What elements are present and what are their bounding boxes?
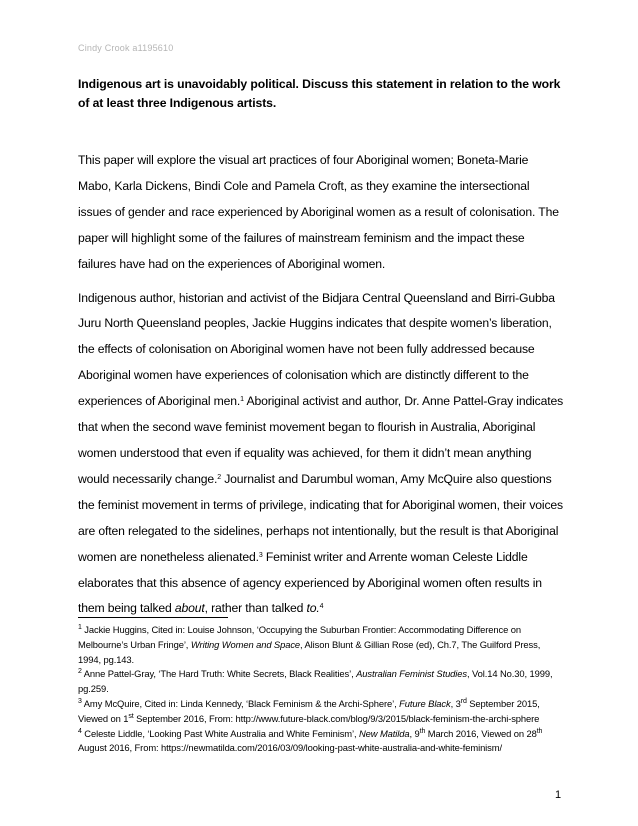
italic-text: to. (306, 601, 320, 616)
superscript-ref: th (536, 727, 543, 735)
text-run: Indigenous author, historian and activist of the Bidjara Central Queensland and Birri-Gubba Juru North Queensland peoples, Jackie Huggins indicates that despite women’s liberation, the effects of colonisation on Aboriginal women have not been fully addressed because Aboriginal women have experiences of colonisation which are distinctly different to the experiences of Aboriginal men. (78, 290, 555, 409)
superscript-ref: 2 (78, 668, 82, 676)
superscript-ref: 2 (217, 473, 221, 481)
body-paragraph (78, 148, 564, 278)
text-run: , Alison Blunt & Gillian Rose (ed), Ch.7, The Guilford Press, 1994, pg.143. (78, 638, 541, 665)
footnote-item (78, 667, 564, 697)
text-run: August 2016, From: https://newmatilda.com/2016/03/09/looking-past-white-australia-and-white-feminism/ (78, 742, 502, 754)
essay-body (78, 148, 564, 630)
text-run: , Vol.14 No.30, 1999, pg.259. (78, 668, 553, 695)
text-run: Aboriginal activist and author, Dr. Anne Pattel-Gray indicates that when the second wave feminist movement began to flourish in Australia, Aboriginal women understood that even if equality was achieved, for them it didn’t mean anything would necessarily change. (78, 394, 564, 486)
superscript-ref: 4 (319, 603, 324, 611)
text-run: Feminist writer and Arrente woman Celeste Liddle elaborates that this absence of agency experienced by Aboriginal women often results in them being talked (78, 549, 542, 616)
italic-text: New Matilda (358, 727, 410, 739)
superscript-ref: 1 (78, 624, 82, 631)
italic-text: Writing Women and Space (190, 638, 301, 650)
footnote-separator (78, 617, 228, 618)
superscript-ref: 3 (78, 697, 82, 705)
italic-text: Australian Feminist Studies (356, 668, 467, 680)
text-run: Journalist and Darumbul woman, Amy McQuire also questions the feminist movement in terms of privilege, indicating that for Aboriginal women, their voices are often relegated to the sidelines, perhaps not intentionally, but the result is that Aboriginal women are nonetheless alienated. (78, 471, 563, 564)
body-paragraph (78, 286, 564, 623)
footnotes (78, 623, 564, 756)
text-run: Amy McQuire, Cited in: Linda Kennedy, ‘Black Feminism & the Archi-Sphere’, (81, 697, 400, 709)
italic-text: Future Black (399, 697, 451, 709)
text-run: , rather than talked (204, 601, 307, 616)
text-run: September 2016, From: http://www.future-black.com/blog/9/3/2015/black-feminism-the-archi-sphere (133, 712, 540, 724)
text-run: Anne Pattel-Gray, ‘The Hard Truth: White Secrets, Black Realities’, (81, 668, 357, 680)
text-run: , 9 (409, 727, 420, 739)
text-run: This paper will explore the visual art practices of four Aboriginal women; Boneta-Marie Mabo, Karla Dickens, Bindi Cole and Pamela Croft, as they examine the intersectional issues of gender and race experienced by Aboriginal women as a result of colonisation. The paper will highlight some of the failures of mainstream feminism and the impact these failures have had on the experiences of Aboriginal women. (78, 153, 559, 271)
page-number: 1 (555, 789, 562, 801)
text-run: , 3 (450, 697, 461, 709)
text-run: March 2016, Viewed on 28 (425, 727, 537, 739)
essay-question-title: Indigenous art is unavoidably political. Discuss this statement in relation to the work of at least three Indigenous artists. (78, 77, 561, 110)
footnote-item (78, 623, 564, 667)
text-run: Jackie Huggins, Cited in: Louise Johnson, ‘Occupying the Suburban Frontier: Accommodating Difference on Melbourne’s Urban Fringe’, (78, 624, 521, 650)
superscript-ref: 3 (258, 551, 263, 559)
text-run: September 2015, Viewed on 1 (78, 697, 540, 724)
footnote-item (78, 697, 564, 727)
superscript-ref: st (128, 712, 134, 720)
superscript-ref: 1 (240, 396, 244, 404)
superscript-ref: th (419, 727, 426, 735)
text-run: Celeste Liddle, ‘Looking Past White Australia and White Feminism’, (81, 727, 359, 739)
page-header-author: Cindy Crook a1195610 (78, 43, 174, 53)
superscript-ref: 4 (78, 727, 82, 735)
italic-text: about (174, 601, 205, 616)
superscript-ref: rd (460, 697, 467, 705)
footnote-item (78, 727, 564, 757)
